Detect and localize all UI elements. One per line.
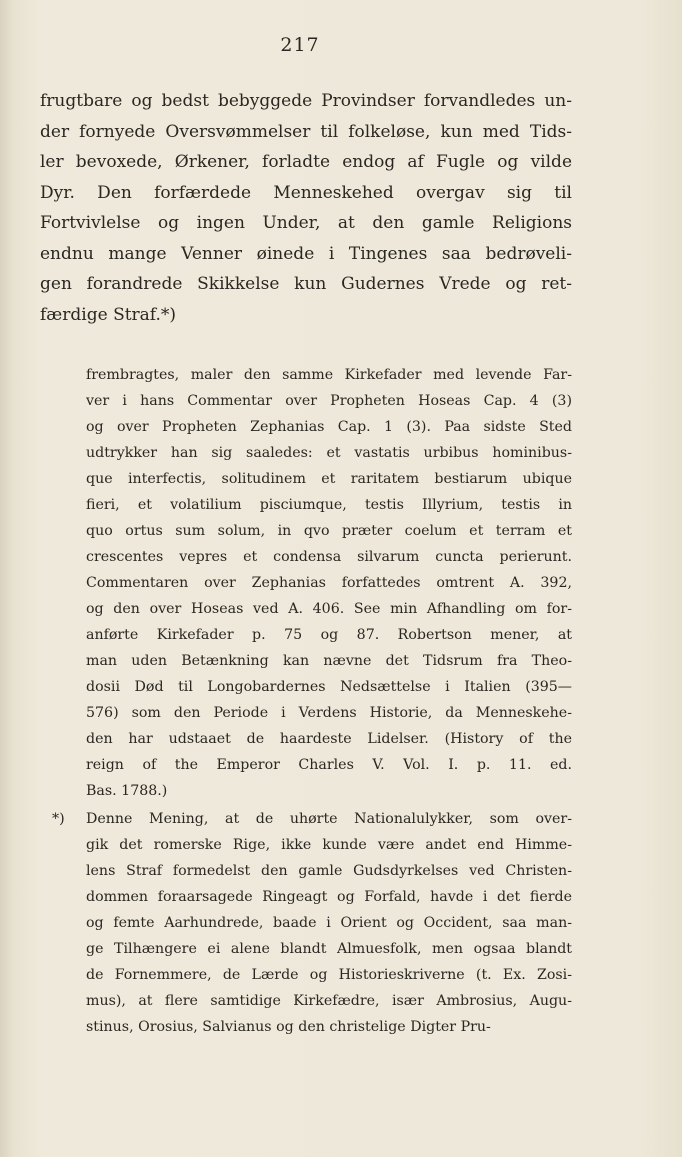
text-line: crescentes vepres et condensa silvarum cuncta perierunt. — [86, 549, 572, 565]
text-line: quo ortus sum solum, in qvo præter coelum et terram et — [86, 523, 572, 539]
footnote-continued — [86, 362, 572, 804]
text-line: de Fornemmere, de Lærde og Historieskriverne (t. Ex. Zosi- — [86, 967, 572, 983]
text-line: endnu mange Venner øinede i Tingenes saa bedrøveli- — [40, 243, 572, 264]
text-line: gen forandrede Skikkelse kun Gudernes Vrede og ret- — [40, 274, 572, 294]
text-line: 576) som den Periode i Verdens Historie, da Menneskehe- — [86, 705, 572, 721]
text-line: gik det romerske Rige, ikke kunde være andet end Himme- — [86, 837, 572, 853]
text-line: Dyr. Den forfærdede Menneskehed overgav sig til — [40, 182, 572, 203]
text-line: dommen foraarsagede Ringeagt og Forfald, havde i det fierde — [86, 889, 572, 905]
text-line: man uden Betænkning kan nævne det Tidsrum fra Theo- — [86, 653, 572, 669]
text-line: reign of the Emperor Charles V. Vol. I. p. 11. ed. — [86, 757, 572, 773]
text-line: Commentaren over Zephanias forfattedes omtrent A. 392, — [86, 575, 572, 591]
footnote-new — [86, 806, 572, 1040]
text-line: den har udstaaet de haardeste Lidelser. (History of the — [86, 731, 572, 747]
text-line: lens Straf formedelst den gamle Gudsdyrkelses ved Christen- — [86, 863, 572, 879]
text-line: mus), at flere samtidige Kirkefædre, især Ambrosius, Augu- — [86, 993, 572, 1009]
footnote-marker: *) — [52, 811, 65, 827]
text-line: udtrykker han sig saaledes: et vastatis urbibus hominibus- — [86, 445, 572, 461]
text-line: que interfectis, solitudinem et raritatem bestiarum ubique — [86, 471, 572, 487]
text-line: Bas. 1788.) — [86, 783, 168, 799]
text-line: og over Propheten Zephanias Cap. 1 (3). Paa sidste Sted — [86, 419, 572, 435]
text-line: Denne Mening, at de uhørte Nationalulykker, som over- — [86, 811, 572, 827]
text-line: ler bevoxede, Ørkener, forladte endog af Fugle og vilde — [40, 152, 572, 172]
text-line: og den over Hoseas ved A. 406. See min Afhandling om for- — [86, 601, 572, 617]
page-number: 217 — [280, 34, 320, 56]
text-line: ver i hans Commentar over Propheten Hoseas Cap. 4 (3) — [86, 393, 572, 409]
text-line: anførte Kirkefader p. 75 og 87. Robertson mener, at — [86, 627, 572, 643]
text-line: fieri, et volatilium pisciumque, testis Illyrium, testis in — [86, 497, 572, 513]
text-line: Fortvivlelse og ingen Under, at den gamle Religions — [40, 213, 572, 233]
text-line: der fornyede Oversvømmelser til folkeløse, kun med Tids- — [40, 121, 572, 142]
text-line: stinus, Orosius, Salvianus og den christelige Digter Pru- — [86, 1019, 491, 1035]
text-line: frugtbare og bedst bebyggede Provindser forvandledes un- — [40, 91, 572, 111]
text-line: ge Tilhængere ei alene blandt Almuesfolk, men ogsaa blandt — [86, 941, 572, 957]
text-line: frembragtes, maler den samme Kirkefader med levende Far- — [86, 367, 572, 383]
main-text — [40, 86, 572, 330]
text-line: og femte Aarhundrede, baade i Orient og Occident, saa man- — [86, 915, 572, 931]
text-line: færdige Straf.*) — [40, 304, 177, 325]
text-line: dosii Død til Longobardernes Nedsættelse i Italien (395— — [86, 679, 572, 695]
